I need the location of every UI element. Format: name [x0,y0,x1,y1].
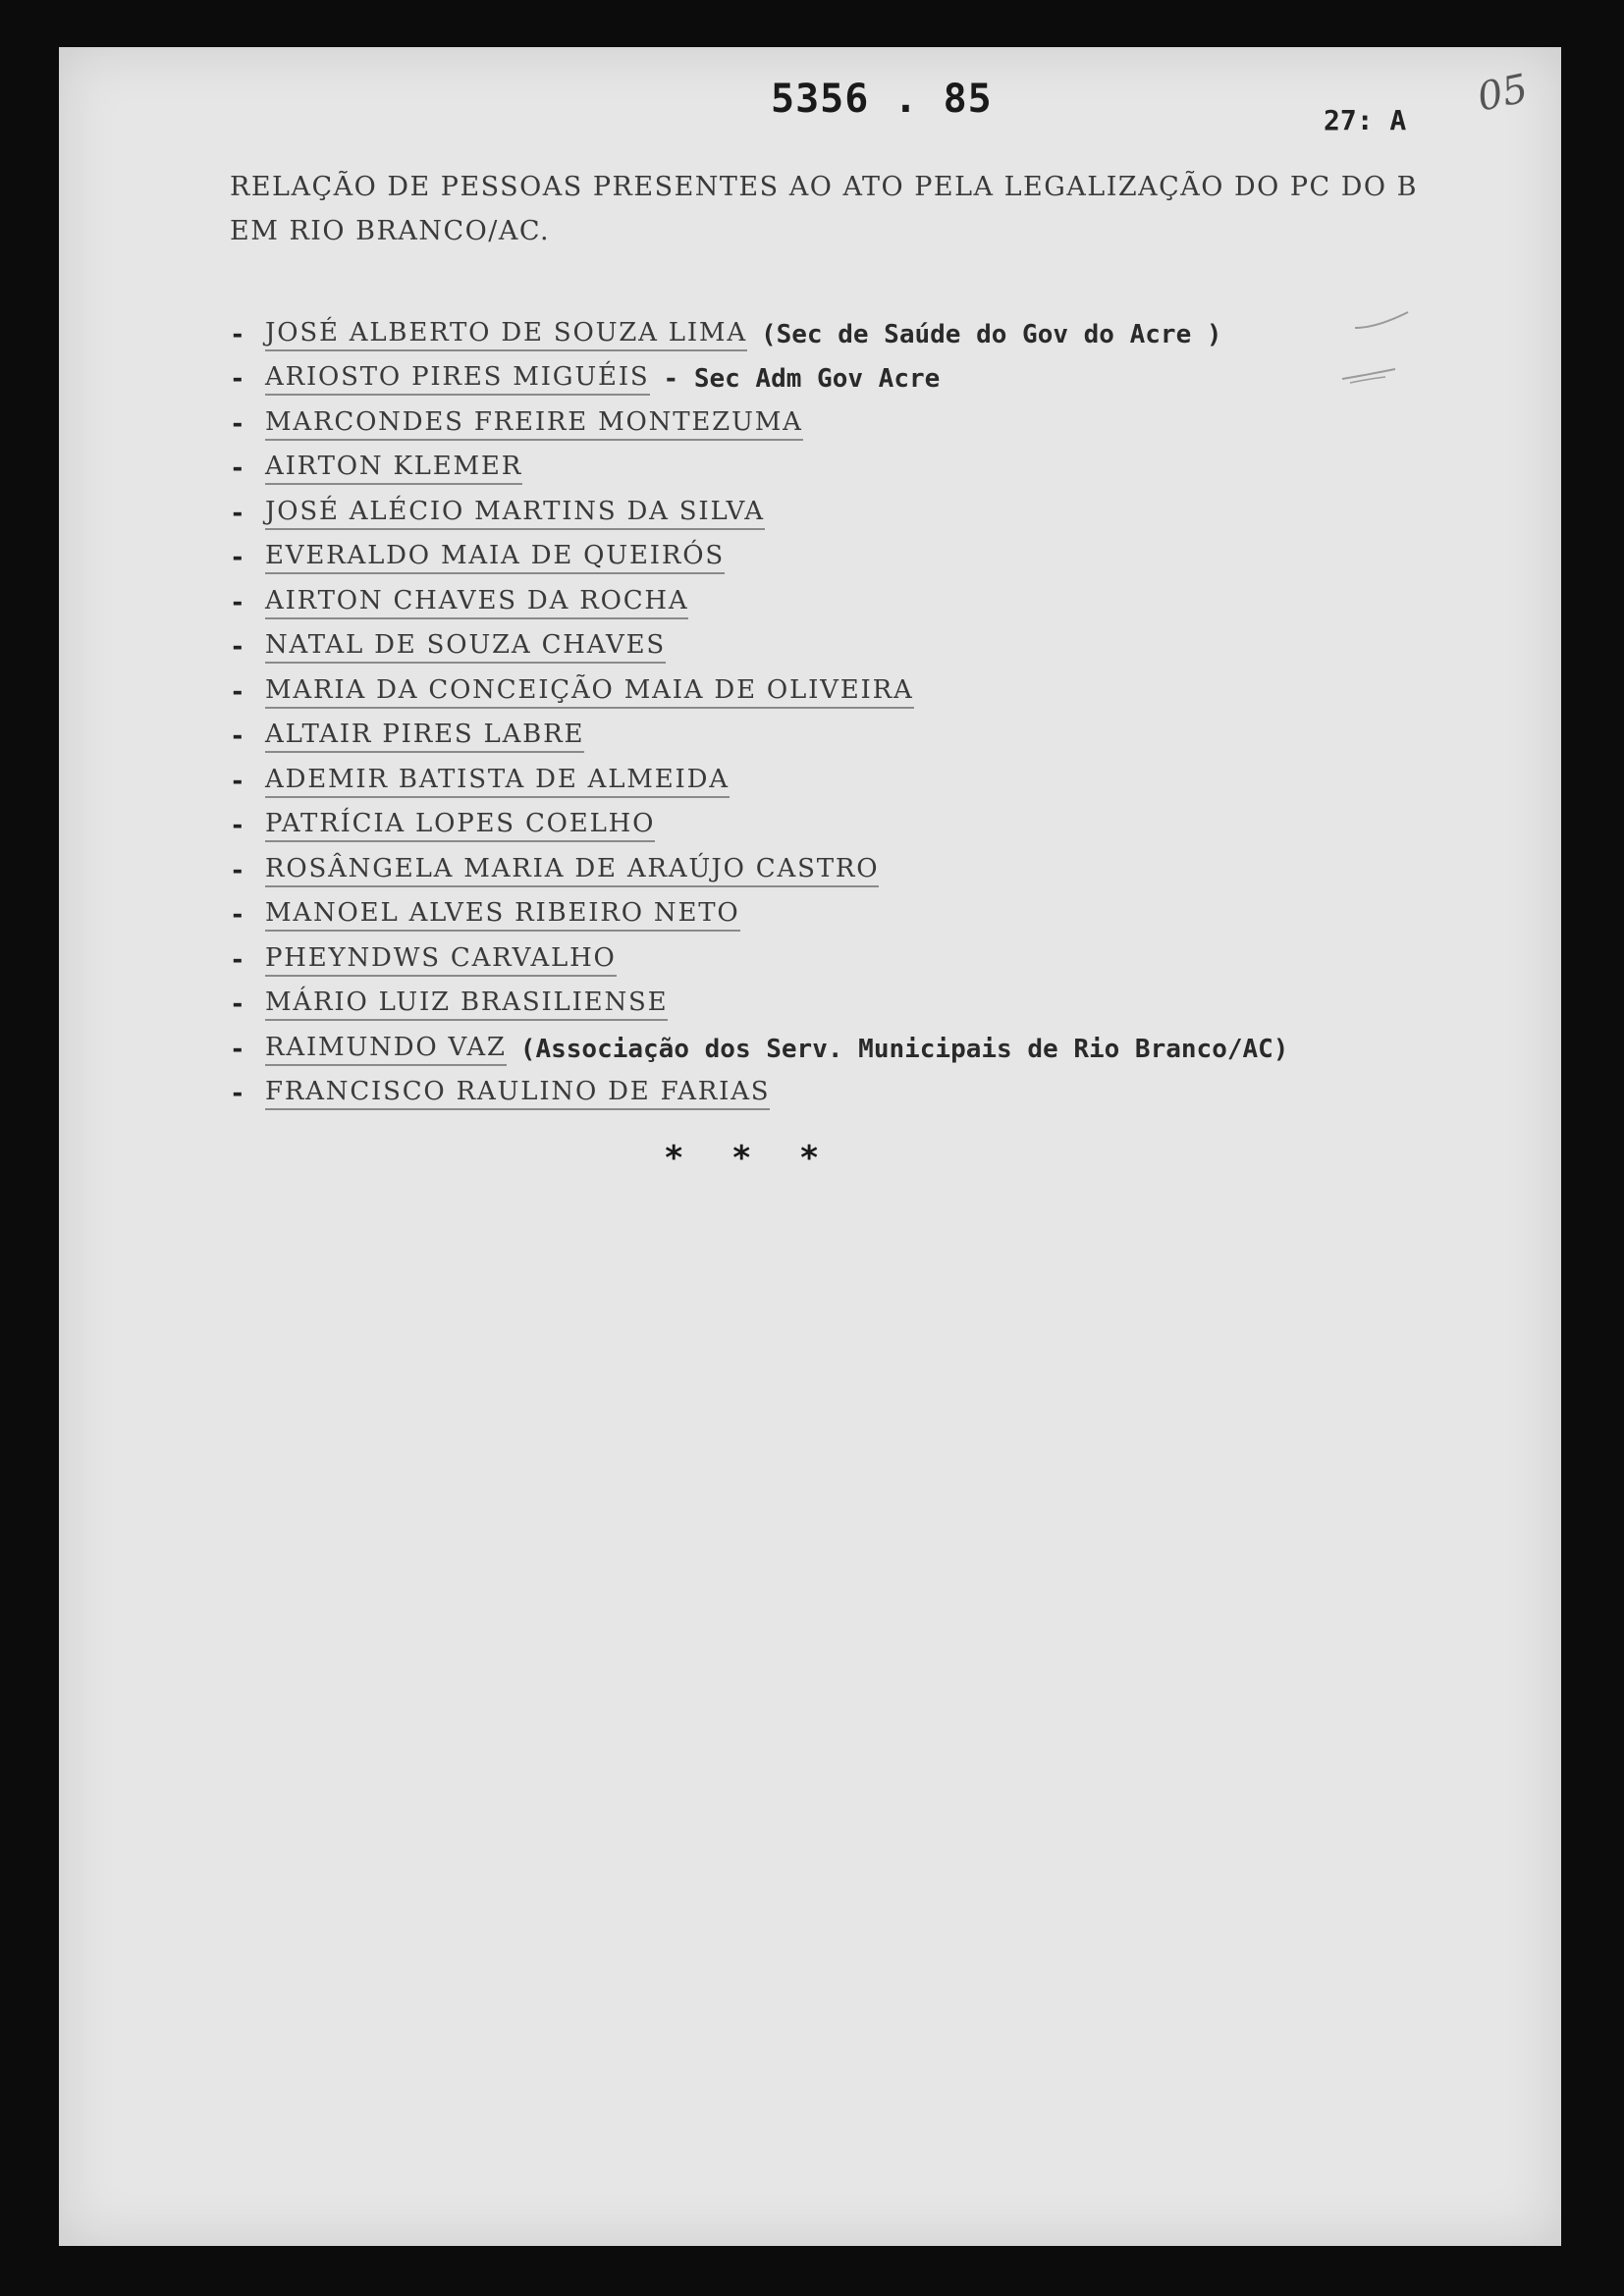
attendee-name: AIRTON CHAVES DA ROCHA [265,586,688,619]
attendee-item [230,357,1288,402]
attendee-item [230,848,1288,893]
document-title: RELAÇÃO DE PESSOAS PRESENTES AO ATO PELA LEGALIZAÇÃO DO PC DO B EM RIO BRANCO/AC. [230,172,1418,246]
attendee-name: JOSÉ ALÉCIO MARTINS DA SILVA [265,497,765,530]
attendee-name: EVERALDO MAIA DE QUEIRÓS [265,541,725,574]
attendee-item [230,491,1288,536]
attendee-name: PHEYNDWS CARVALHO [265,943,617,977]
list-bullet: - [230,766,245,796]
page-reference: 27: A [1324,104,1407,136]
attendee-item [230,983,1288,1028]
attendee-item [230,804,1288,849]
attendee-item [230,893,1288,938]
attendee-name: RAIMUNDO VAZ [265,1033,507,1066]
handwritten-check-mark-icon [1340,363,1397,385]
attendee-affiliation: - Sec Adm Gov Acre [663,364,941,395]
attendee-name: ADEMIR BATISTA DE ALMEIDA [265,765,730,798]
list-bullet: - [230,408,245,439]
attendee-item [230,447,1288,492]
attendee-name: ARIOSTO PIRES MIGUÉIS [265,362,650,396]
list-bullet: - [230,454,245,484]
attendee-item [230,1072,1288,1117]
list-bullet: - [230,543,245,573]
attendee-affiliation: (Associação dos Serv. Municipais de Rio Branco/AC) [519,1034,1289,1064]
attendee-item [230,536,1288,581]
attendee-affiliation: (Sec de Saúde do Gov do Acre ) [760,319,1222,349]
attendee-name: NATAL DE SOUZA CHAVES [265,630,666,664]
attendee-item [230,580,1288,625]
attendee-item [230,937,1288,983]
attendee-item [230,669,1288,715]
list-bullet: - [230,498,245,528]
list-bullet: - [230,1034,245,1064]
attendee-item [230,759,1288,804]
list-bullet: - [230,855,245,885]
attendee-name: MARIA DA CONCEIÇÃO MAIA DE OLIVEIRA [265,675,914,709]
attendee-name: JOSÉ ALBERTO DE SOUZA LIMA [265,318,747,351]
list-bullet: - [230,632,245,663]
attendee-name: PATRÍCIA LOPES COELHO [265,809,655,842]
list-bullet: - [230,319,245,349]
handwritten-check-mark-icon [1353,310,1410,332]
attendee-item [230,312,1288,357]
list-bullet: - [230,944,245,975]
attendee-name: FRANCISCO RAULINO DE FARIAS [265,1077,770,1110]
handwritten-folio-number: 05 [1473,66,1533,121]
attendee-name: MARCONDES FREIRE MONTEZUMA [265,407,803,441]
attendee-name: ROSÂNGELA MARIA DE ARAÚJO CASTRO [265,854,879,887]
attendee-name: MÁRIO LUIZ BRASILIENSE [265,988,668,1021]
attendee-item [230,625,1288,670]
list-bullet: - [230,721,245,752]
document-number: 5356 . 85 [771,77,993,122]
list-bullet: - [230,676,245,707]
closing-asterisks: * * * [664,1139,834,1178]
attendee-name: ALTAIR PIRES LABRE [265,720,584,753]
attendee-name: MANOEL ALVES RIBEIRO NETO [265,898,740,932]
attendee-list [230,312,1288,1116]
list-bullet: - [230,587,245,617]
attendee-item [230,401,1288,447]
list-bullet: - [230,364,245,395]
list-bullet: - [230,1079,245,1109]
list-bullet: - [230,900,245,931]
attendee-item [230,715,1288,760]
list-bullet: - [230,811,245,841]
list-bullet: - [230,989,245,1020]
attendee-item [230,1027,1288,1072]
attendee-name: AIRTON KLEMER [265,452,522,485]
